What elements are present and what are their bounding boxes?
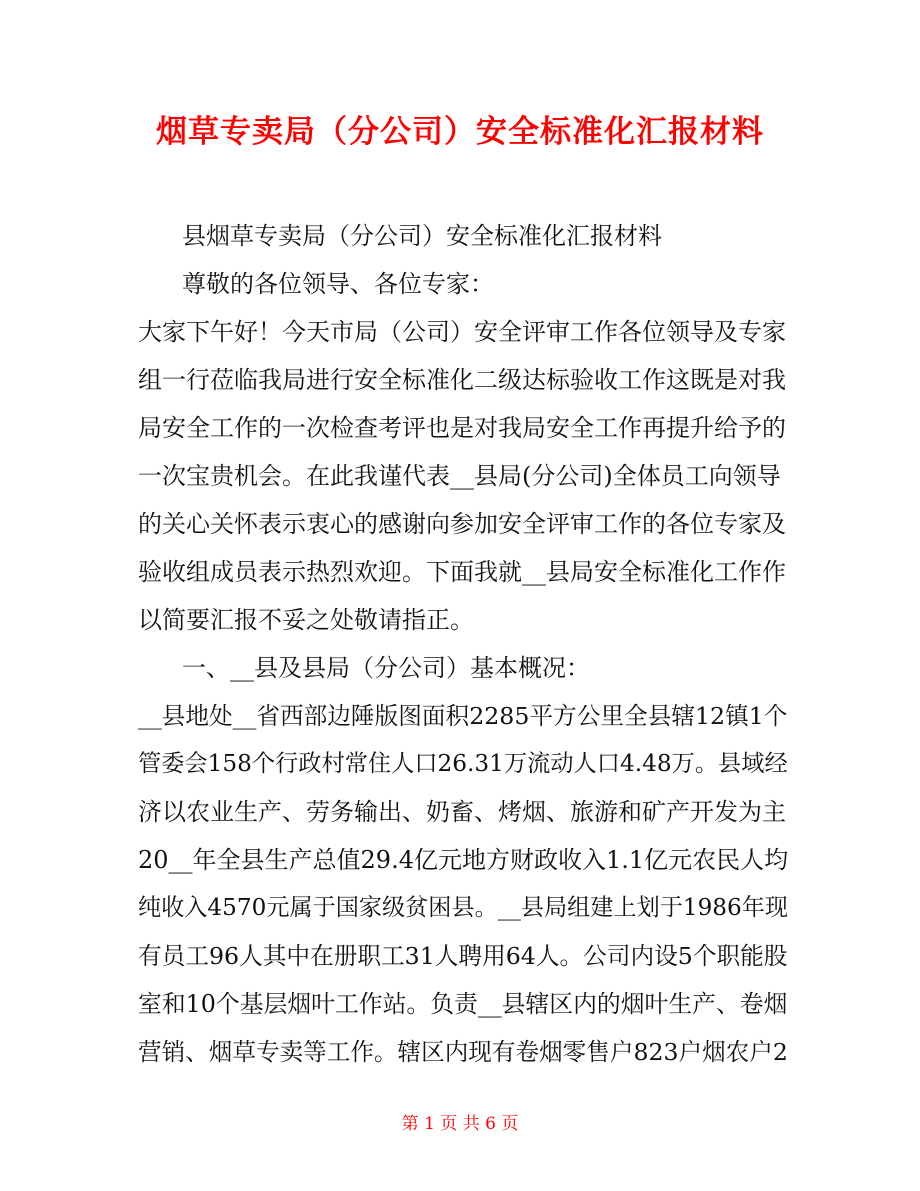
- document-body: [138, 222, 788, 1086]
- paragraph-line: 验收组成员表示热烈欢迎。下面我就__县局安全标准化工作作: [138, 558, 786, 586]
- paragraph-line: 县烟草专卖局（分公司）安全标准化汇报材料: [182, 222, 662, 250]
- paragraph-line: 济以农业生产、劳务输出、奶畜、烤烟、旅游和矿产开发为主: [138, 798, 786, 826]
- paragraph-line: 以简要汇报不妥之处敬请指正。: [138, 606, 474, 634]
- paragraph-line: 大家下午好！今天市局（公司）安全评审工作各位领导及专家: [138, 318, 786, 346]
- paragraph-line: 局安全工作的一次检查考评也是对我局安全工作再提升给予的: [138, 414, 786, 442]
- paragraph-line: 尊敬的各位领导、各位专家：: [182, 270, 494, 298]
- paragraph-line: 20__年全县生产总值29.4亿元地方财政收入1.1亿元农民人均: [138, 846, 789, 874]
- paragraph-line: 管委会158个行政村常住人口26.31万流动人口4.48万。县域经: [138, 750, 788, 777]
- paragraph-line: 室和10个基层烟叶工作站。负责__县辖区内的烟叶生产、卷烟: [138, 990, 788, 1018]
- paragraph-line: 营销、烟草专卖等工作。辖区内现有卷烟零售户823户烟农户2: [138, 1038, 788, 1066]
- paragraph-line: 有员工96人其中在册职工31人聘用64人。公司内设5个职能股: [138, 942, 788, 970]
- document-title: 烟草专卖局（分公司）安全标准化汇报材料: [156, 114, 764, 150]
- paragraph-line: 的关心关怀表示衷心的感谢向参加安全评审工作的各位专家及: [138, 510, 786, 538]
- paragraph-line: __县地处__省西部边陲版图面积2285平方公里全县辖12镇1个: [138, 702, 788, 730]
- page-number-footer: 第 1 页 共 6 页: [401, 1114, 519, 1134]
- paragraph-line: 组一行莅临我局进行安全标准化二级达标验收工作这既是对我: [138, 366, 786, 394]
- paragraph-line: 纯收入4570元属于国家级贫困县。__县局组建上划于1986年现: [138, 895, 789, 921]
- paragraph-line: 一次宝贵机会。在此我谨代表__县局(分公司)全体员工向领导: [138, 462, 781, 490]
- section-heading: 一、__县及县局（分公司）基本概况：: [182, 654, 590, 682]
